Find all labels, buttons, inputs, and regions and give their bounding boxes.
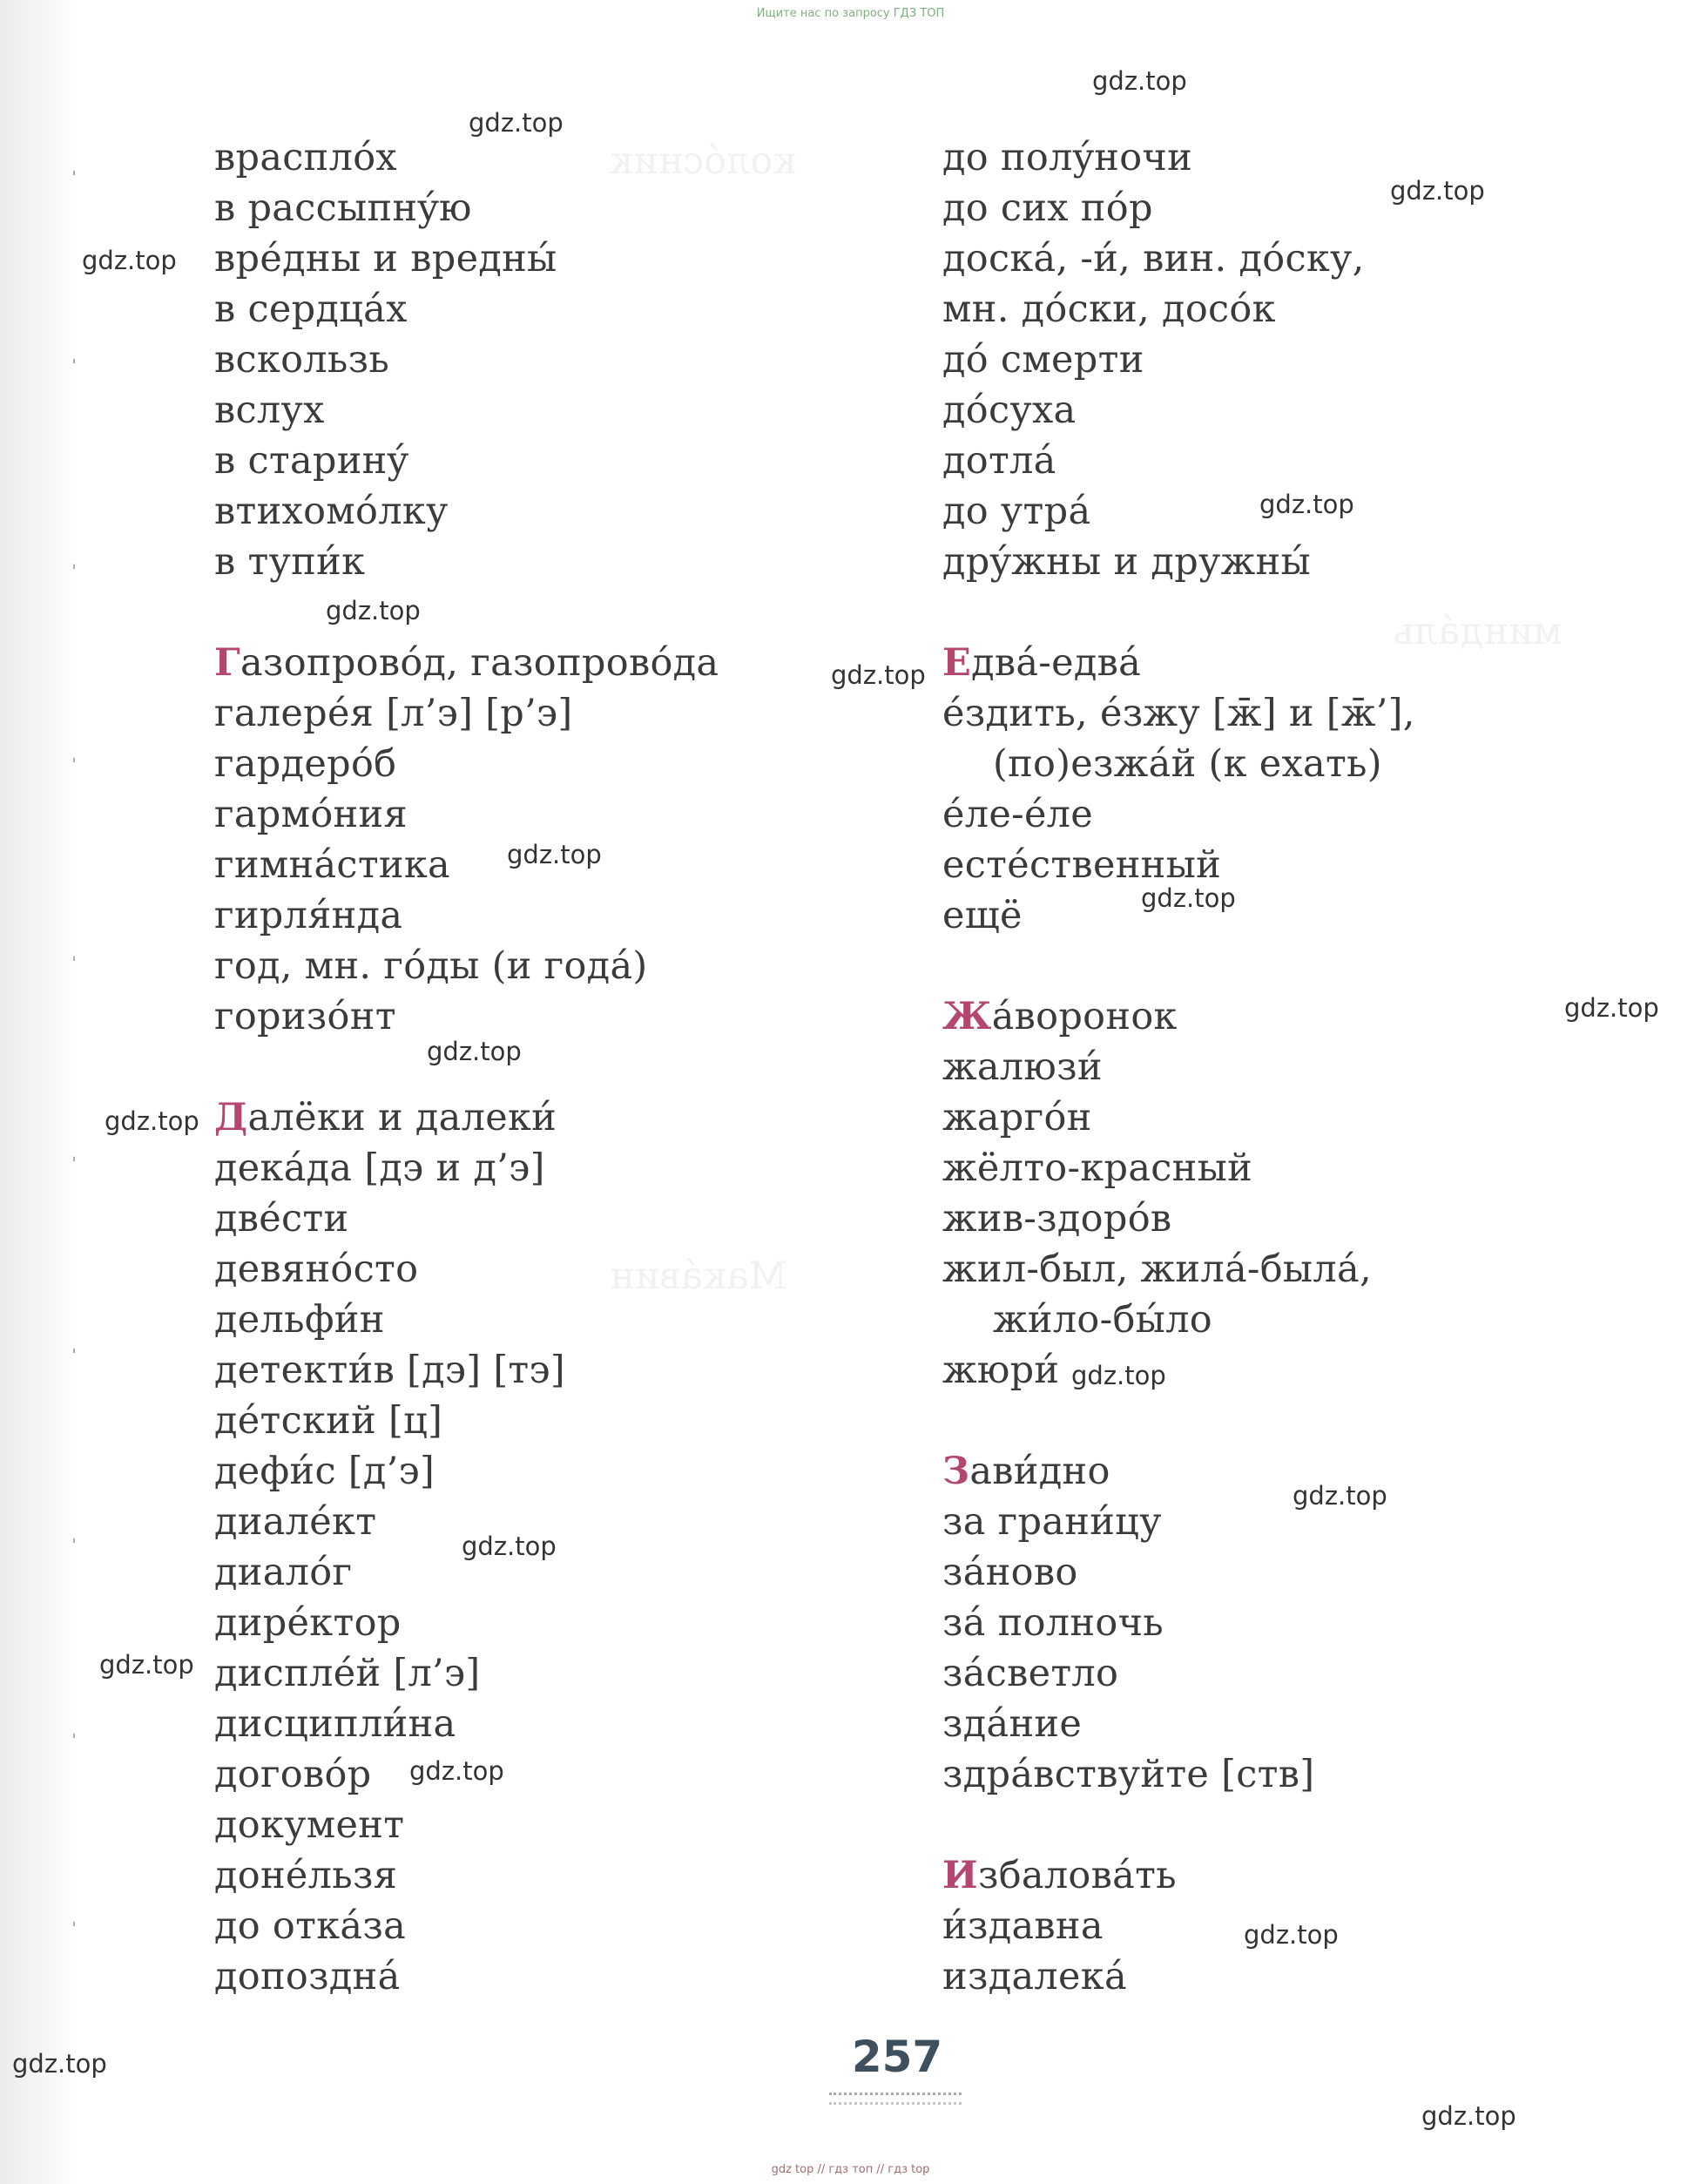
footer-note: gdz top // гдз топ // гдз top — [771, 2163, 930, 2176]
entry-text: жюри́ — [942, 1349, 1060, 1392]
dictionary-entry — [942, 840, 1657, 890]
dictionary-column-right — [942, 132, 1657, 2002]
entry-text: дисципли́на — [214, 1702, 456, 1746]
entry-text: девянóсто — [214, 1248, 419, 1291]
dictionary-entry — [942, 890, 1657, 941]
entry-text: дéтский [ц] — [214, 1399, 443, 1443]
entry-text: галерéя [л’э] [р’э] — [214, 692, 573, 735]
dictionary-entry — [942, 183, 1657, 233]
entry-text: азопровóд, газопровóда — [240, 641, 719, 685]
entry-text: врасплóх — [214, 136, 397, 179]
dictionary-entry — [942, 739, 1657, 789]
entry-text: дрýжны и дружны́ — [942, 540, 1311, 584]
binding-stitch: ˈ — [71, 1347, 78, 1369]
binding-stitch: ˈ — [71, 756, 78, 778]
bleed-through-text: колóсник — [610, 139, 797, 183]
dictionary-entry — [214, 991, 928, 1042]
watermark: gdz.top — [105, 1106, 199, 1136]
dictionary-entry — [214, 1547, 928, 1598]
entry-text: вскользь — [214, 338, 390, 382]
entry-text: втихомóлку — [214, 490, 449, 533]
section-initial-letter: Ж — [942, 995, 992, 1038]
page-number-rule — [829, 2093, 962, 2105]
dictionary-entry — [942, 1951, 1657, 2002]
entry-text: в сердцáх — [214, 287, 408, 331]
entry-text: дирéктор — [214, 1601, 402, 1645]
entry-text: здрáвствуйте [ств] — [942, 1753, 1315, 1796]
dictionary-section-head — [214, 1092, 928, 1143]
entry-text: дефи́с [д’э] — [214, 1450, 435, 1493]
section-initial-letter: Г — [214, 641, 240, 685]
watermark: gdz.top — [12, 2049, 107, 2079]
dictionary-entry — [942, 1295, 1657, 1345]
dictionary-entry — [214, 1143, 928, 1193]
dictionary-entry — [214, 1850, 928, 1901]
bleed-through-text: миндáль — [1394, 610, 1563, 653]
watermark: gdz.top — [469, 108, 564, 138]
entry-text: éле-éле — [942, 793, 1094, 836]
entry-text: доскá, -и́, вин. дóску, — [942, 237, 1365, 281]
entry-text: збаловáть — [977, 1854, 1177, 1897]
dictionary-entry — [214, 233, 928, 284]
watermark: gdz.top — [462, 1532, 557, 1561]
entry-text: éздить, éзжу [ж̄] и [ж̄’], — [942, 692, 1415, 735]
entry-text: гимнáстика — [214, 843, 450, 887]
dictionary-entry — [942, 1699, 1657, 1749]
watermark: gdz.top — [1564, 993, 1659, 1023]
dictionary-entry — [214, 537, 928, 587]
dictionary-entry — [214, 1699, 928, 1749]
entry-text: жив-здорóв — [942, 1197, 1172, 1241]
page-binding-shadow — [0, 0, 78, 2184]
header-note: Ищите нас по запросу ГДЗ ТОП — [756, 7, 945, 20]
entry-text: жи́ло-бы́ло — [993, 1298, 1212, 1342]
dictionary-entry — [942, 1547, 1657, 1598]
dictionary-entry — [214, 941, 928, 991]
section-initial-letter: З — [942, 1450, 970, 1493]
entry-text: в тупи́к — [214, 540, 366, 584]
entry-text: детекти́в [дэ] [тэ] — [214, 1349, 565, 1392]
dictionary-section-head — [942, 1850, 1657, 1901]
entry-text: естéственный — [942, 843, 1222, 887]
section-spacer — [942, 1800, 1657, 1850]
dictionary-entry — [942, 1143, 1657, 1193]
entry-text: за грани́цу — [942, 1500, 1162, 1544]
dictionary-entry — [214, 1648, 928, 1699]
dictionary-entry — [214, 789, 928, 840]
dictionary-entry — [942, 436, 1657, 486]
dictionary-entry — [214, 1244, 928, 1295]
entry-text: двá-едвá — [971, 641, 1142, 685]
dictionary-entry — [214, 1749, 928, 1800]
entry-text: двéсти — [214, 1197, 349, 1241]
watermark: gdz.top — [99, 1650, 194, 1680]
watermark: gdz.top — [1244, 1920, 1339, 1950]
entry-text: донéльзя — [214, 1854, 398, 1897]
watermark: gdz.top — [326, 596, 421, 625]
dictionary-entry — [942, 132, 1657, 183]
entry-text: дисплéй [л’э] — [214, 1652, 481, 1695]
entry-text: год, мн. гóды (и годá) — [214, 944, 648, 988]
entry-text: жалюзи́ — [942, 1045, 1103, 1089]
watermark: gdz.top — [409, 1756, 504, 1786]
dictionary-entry — [214, 1295, 928, 1345]
entry-text: гармóния — [214, 793, 408, 836]
entry-text: в рассыпнýю — [214, 186, 472, 230]
watermark: gdz.top — [1390, 176, 1485, 206]
entry-text: жил-был, жилá-былá, — [942, 1248, 1372, 1291]
watermark: gdz.top — [427, 1037, 522, 1066]
entry-text: горизóнт — [214, 995, 396, 1038]
dictionary-entry — [942, 688, 1657, 739]
entry-text: гардерóб — [214, 742, 397, 786]
entry-text: документ — [214, 1803, 405, 1847]
watermark: gdz.top — [1071, 1361, 1166, 1390]
binding-stitch: ˈ — [71, 1732, 78, 1754]
entry-text: издалекá — [942, 1955, 1127, 1998]
bleed-through-text: Макáвин — [610, 1254, 787, 1298]
entry-text: мн. дóски, досóк — [942, 287, 1276, 331]
binding-stitch: ˈ — [71, 169, 78, 191]
entry-text: жёлто-красный — [942, 1146, 1253, 1190]
entry-text: в старинý — [214, 439, 409, 483]
watermark: gdz.top — [1259, 490, 1354, 519]
dictionary-entry — [214, 1951, 928, 2002]
dictionary-entry — [942, 1193, 1657, 1244]
dictionary-entry — [942, 1092, 1657, 1143]
dictionary-entry — [214, 1901, 928, 1951]
binding-stitch: ˈ — [71, 563, 78, 585]
binding-stitch: ˈ — [71, 1155, 78, 1177]
dictionary-entry — [214, 132, 928, 183]
dictionary-entry — [214, 1193, 928, 1244]
binding-stitch: ˈ — [71, 1537, 78, 1559]
entry-text: гирля́нда — [214, 894, 403, 937]
dictionary-column-left — [214, 132, 928, 2002]
dictionary-entry — [214, 1800, 928, 1850]
watermark: gdz.top — [507, 840, 602, 869]
section-spacer — [942, 941, 1657, 991]
section-initial-letter: Д — [214, 1096, 248, 1139]
watermark: gdz.top — [82, 246, 177, 275]
entry-text: дотлá — [942, 439, 1056, 483]
watermark: gdz.top — [1141, 883, 1236, 913]
entry-text: здáние — [942, 1702, 1083, 1746]
dictionary-entry — [214, 183, 928, 233]
dictionary-entry — [214, 1497, 928, 1547]
entry-text: декáда [дэ и д’э] — [214, 1146, 545, 1190]
section-initial-letter: Е — [942, 641, 972, 685]
dictionary-entry — [942, 1042, 1657, 1092]
entry-text: (по)езжáй (к ехать) — [993, 742, 1382, 786]
dictionary-entry — [942, 1598, 1657, 1648]
entry-text: ещё — [942, 894, 1023, 937]
dictionary-entry — [214, 1446, 928, 1497]
entry-text: до полýночи — [942, 136, 1193, 179]
entry-text: зáсветло — [942, 1652, 1119, 1695]
dictionary-entry — [214, 486, 928, 537]
dictionary-entry — [942, 1345, 1657, 1396]
binding-stitch: ˈ — [71, 357, 78, 379]
entry-text: договóр — [214, 1753, 372, 1796]
dictionary-section-head — [942, 991, 1657, 1042]
watermark: gdz.top — [1293, 1481, 1387, 1511]
entry-text: вслух — [214, 389, 325, 432]
section-spacer — [942, 587, 1657, 638]
section-spacer — [214, 1042, 928, 1092]
dictionary-entry — [214, 890, 928, 941]
entry-text: зáново — [942, 1551, 1078, 1594]
entry-text: ави́дно — [969, 1450, 1110, 1493]
entry-text: дó смерти — [942, 338, 1144, 382]
binding-stitch: ˈ — [71, 955, 78, 977]
entry-text: áворонок — [991, 995, 1178, 1038]
dictionary-entry — [214, 436, 928, 486]
dictionary-entry — [214, 688, 928, 739]
dictionary-entry — [214, 1598, 928, 1648]
dictionary-entry — [942, 789, 1657, 840]
entry-text: врéдны и вредны́ — [214, 237, 557, 281]
dictionary-entry — [942, 284, 1657, 335]
dictionary-entry — [942, 1648, 1657, 1699]
entry-text: до сих пóр — [942, 186, 1153, 230]
page-number: 257 — [851, 2032, 943, 2082]
section-initial-letter: И — [942, 1854, 978, 1897]
entry-text: диалóг — [214, 1551, 353, 1594]
entry-text: до откáза — [214, 1904, 407, 1948]
entry-text: дельфи́н — [214, 1298, 385, 1342]
entry-text: жаргóн — [942, 1096, 1092, 1139]
entry-text: дóсуха — [942, 389, 1077, 432]
binding-stitch: ˈ — [71, 1920, 78, 1942]
section-spacer — [214, 587, 928, 638]
entry-text: алёки и далеки́ — [247, 1096, 557, 1139]
dictionary-entry — [214, 739, 928, 789]
dictionary-entry — [214, 284, 928, 335]
dictionary-entry — [214, 1396, 928, 1446]
entry-text: допозднá — [214, 1955, 401, 1998]
dictionary-entry — [942, 385, 1657, 436]
watermark: gdz.top — [831, 660, 926, 690]
dictionary-entry — [942, 1244, 1657, 1295]
dictionary-entry — [942, 1749, 1657, 1800]
dictionary-entry — [214, 1345, 928, 1396]
dictionary-section-head — [214, 638, 928, 688]
dictionary-entry — [214, 385, 928, 436]
dictionary-section-head — [942, 638, 1657, 688]
entry-text: до утрá — [942, 490, 1091, 533]
entry-text: и́здавна — [942, 1904, 1104, 1948]
watermark: gdz.top — [1421, 2101, 1516, 2131]
entry-text: диалéкт — [214, 1500, 377, 1544]
section-spacer — [942, 1396, 1657, 1446]
dictionary-entry — [942, 537, 1657, 587]
entry-text: зá полночь — [942, 1601, 1164, 1645]
dictionary-entry — [942, 335, 1657, 385]
watermark: gdz.top — [1092, 66, 1187, 96]
dictionary-entry — [942, 233, 1657, 284]
dictionary-entry — [214, 335, 928, 385]
